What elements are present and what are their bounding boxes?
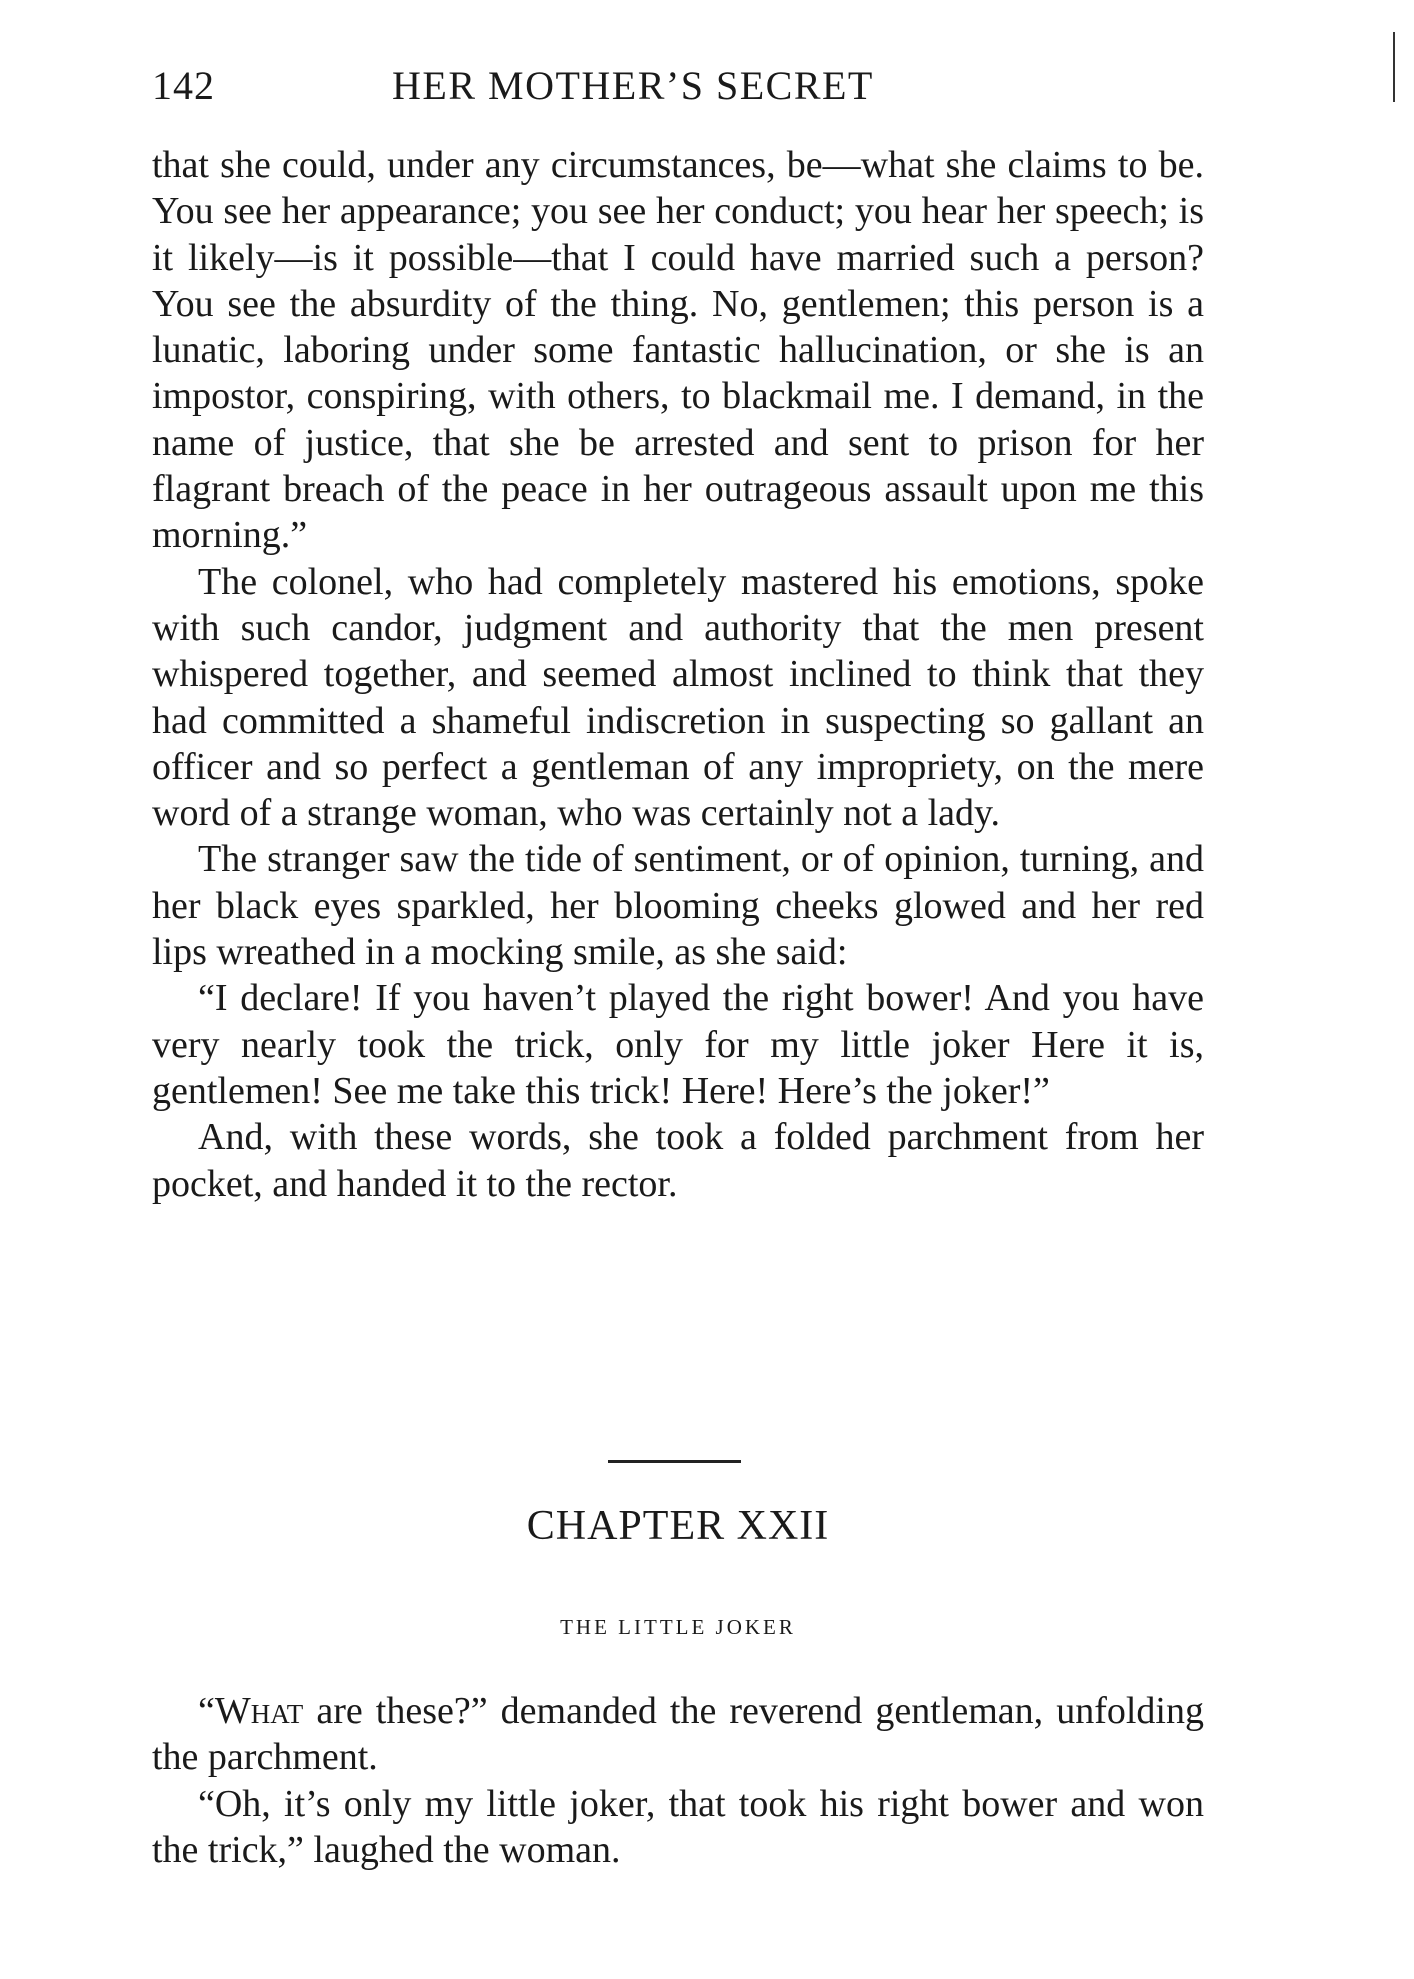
running-title: HER MOTHER’S SECRET xyxy=(392,63,874,108)
section-divider xyxy=(608,1460,741,1463)
paragraph: The colonel, who had completely mastered his emotions, spoke with such candor, judgment and authority that the men present whispered together, and seemed almost inclined to think that they had committed a shameful indiscretion in suspecting so gallant an officer and so perfect a gentleman of any impropriety, on the mere word of a strange woman, who was certainly not a lady. xyxy=(152,560,1204,835)
body-text xyxy=(152,142,1204,1207)
paragraph xyxy=(152,1688,1204,1781)
page-number: 142 xyxy=(152,63,215,108)
chapter-text xyxy=(152,1688,1204,1873)
paragraph: And, with these words, she took a folded parchment from her pocket, and handed it to the rector. xyxy=(152,1116,1204,1205)
running-head xyxy=(152,62,1202,112)
margin-mark xyxy=(1393,32,1395,102)
chapter-title: CHAPTER XXII xyxy=(526,1503,830,1549)
smallcaps-word: What xyxy=(214,1690,304,1732)
open-quote: “ xyxy=(198,1690,215,1732)
paragraph-text: are these?” demanded the reverend gentleman, unfolding the parchment. xyxy=(152,1690,1204,1779)
paragraph: “Oh, it’s only my little joker, that took his right bower and won the trick,” laughed the woman. xyxy=(152,1782,1204,1871)
chapter-subtitle: THE LITTLE JOKER xyxy=(560,1615,796,1639)
paragraph: “I declare! If you haven’t played the right bower! And you have very nearly took the trick, only for my little joker Here it is, gentlemen! See me take this trick! Here! Here’s the joker!” xyxy=(152,977,1204,1112)
paragraph: that she could, under any circumstances, be—what she claims to be. You see her appearance; you see her conduct; you hear her speech; is it likely—is it possible—that I could have married such a person? You see the absurdity of the thing. No, gentlemen; this person is a lunatic, laboring under some fantastic hallucination, or she is an impostor, conspiring, with others, to blackmail me. I demand, in the name of justice, that she be arrested and sent to prison for her flagrant breach of the peace in her outrageous assault upon me this morning.” xyxy=(152,144,1204,557)
paragraph: The stranger saw the tide of sentiment, or of opinion, turning, and her black eyes sparkled, her blooming cheeks glowed and her red lips wreathed in a mocking smile, as she said: xyxy=(152,838,1204,974)
